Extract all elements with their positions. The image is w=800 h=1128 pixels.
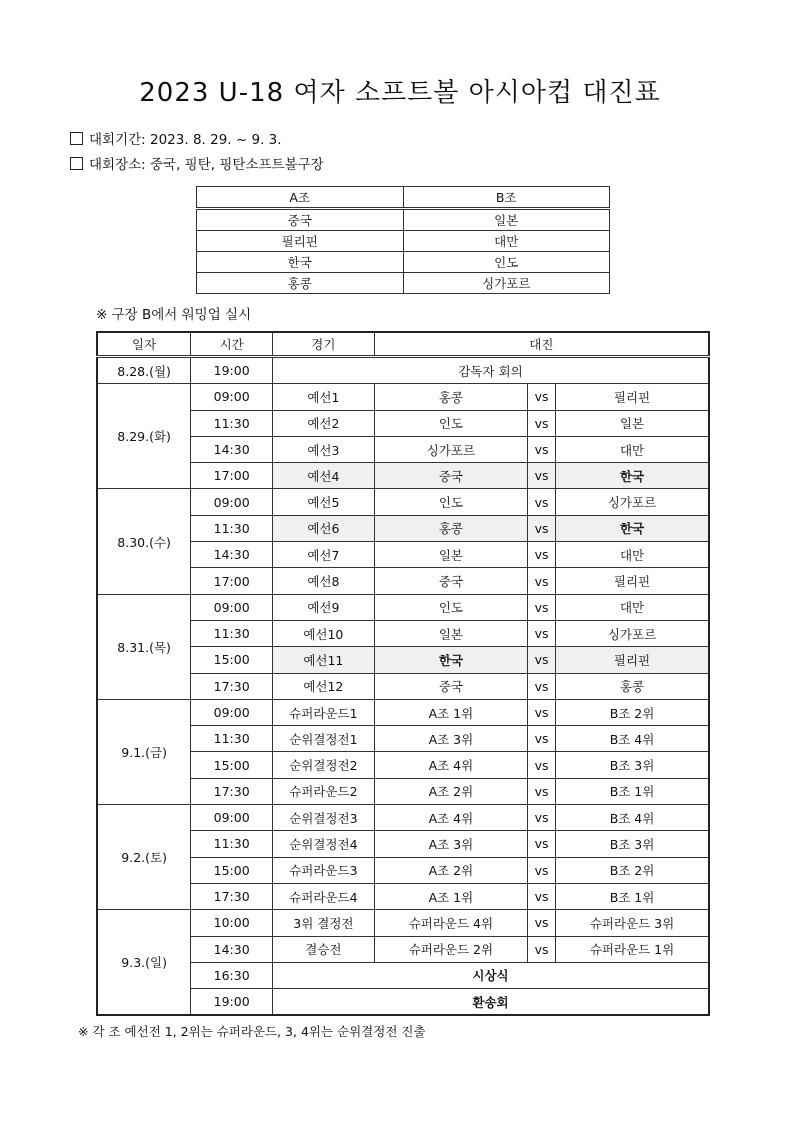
game-cell: 예선5	[273, 489, 375, 515]
team1-cell: 일본	[374, 620, 527, 646]
team1-cell: 인도	[374, 410, 527, 436]
team2-cell: 싱가포르	[556, 489, 709, 515]
page-title: 2023 U-18 여자 소프트볼 아시아컵 대진표	[139, 78, 661, 108]
group-row	[197, 252, 610, 273]
vs-cell: vs	[528, 489, 556, 515]
time-cell: 14:30	[191, 436, 273, 462]
vs-cell: vs	[528, 463, 556, 489]
game-cell: 예선11	[273, 647, 375, 673]
vs-cell: vs	[528, 805, 556, 831]
time-cell: 14:30	[191, 542, 273, 568]
date-cell: 8.30.(수)	[97, 489, 191, 594]
group-b-team: 싱가포르	[403, 273, 610, 294]
time-cell: 09:00	[191, 489, 273, 515]
group-a-team: 홍콩	[197, 273, 404, 294]
time-cell: 09:00	[191, 805, 273, 831]
vs-cell: vs	[528, 384, 556, 410]
time-cell: 19:00	[191, 989, 273, 1016]
game-cell: 순위결정전2	[273, 752, 375, 778]
vs-cell: vs	[528, 673, 556, 699]
schedule-row	[97, 357, 709, 384]
team2-cell: B조 4위	[556, 805, 709, 831]
event-cell: 시상식	[273, 962, 709, 988]
group-b-team: 인도	[403, 252, 610, 273]
vs-cell: vs	[528, 936, 556, 962]
vs-cell: vs	[528, 436, 556, 462]
vs-cell: vs	[528, 542, 556, 568]
schedule-row	[97, 594, 709, 620]
time-cell: 15:00	[191, 752, 273, 778]
time-cell: 11:30	[191, 831, 273, 857]
game-cell: 3위 결정전	[273, 910, 375, 936]
team1-cell: A조 1위	[374, 883, 527, 909]
time-cell: 14:30	[191, 936, 273, 962]
date-cell: 8.29.(화)	[97, 384, 191, 489]
date-cell: 9.1.(금)	[97, 699, 191, 804]
team1-cell: 중국	[374, 673, 527, 699]
group-b-team: 일본	[403, 209, 610, 231]
time-cell: 16:30	[191, 962, 273, 988]
team2-cell: B조 3위	[556, 831, 709, 857]
team2-cell: 필리핀	[556, 647, 709, 673]
team2-cell: B조 2위	[556, 857, 709, 883]
vs-cell: vs	[528, 699, 556, 725]
checkbox-icon	[70, 132, 83, 145]
team2-cell: 한국	[556, 463, 709, 489]
team2-cell: 슈퍼라운드 3위	[556, 910, 709, 936]
team1-cell: 홍콩	[374, 384, 527, 410]
time-cell: 17:00	[191, 568, 273, 594]
date-cell: 8.28.(월)	[97, 357, 191, 384]
vs-cell: vs	[528, 910, 556, 936]
game-cell: 예선4	[273, 463, 375, 489]
team1-cell: 슈퍼라운드 2위	[374, 936, 527, 962]
game-cell: 슈퍼라운드3	[273, 857, 375, 883]
team2-cell: 싱가포르	[556, 620, 709, 646]
header-matchup: 대진	[374, 332, 709, 357]
time-cell: 11:30	[191, 620, 273, 646]
team1-cell: A조 3위	[374, 726, 527, 752]
date-cell: 9.3.(일)	[97, 910, 191, 1016]
group-row	[197, 231, 610, 252]
team1-cell: 중국	[374, 463, 527, 489]
team2-cell: 대만	[556, 594, 709, 620]
vs-cell: vs	[528, 726, 556, 752]
schedule-row	[97, 699, 709, 725]
game-cell: 슈퍼라운드2	[273, 778, 375, 804]
time-cell: 17:00	[191, 463, 273, 489]
venue-line	[70, 153, 324, 173]
team2-cell: 한국	[556, 515, 709, 541]
game-cell: 예선12	[273, 673, 375, 699]
time-cell: 17:30	[191, 673, 273, 699]
team1-cell: 홍콩	[374, 515, 527, 541]
team1-cell: A조 4위	[374, 805, 527, 831]
team1-cell: 일본	[374, 542, 527, 568]
time-cell: 09:00	[191, 384, 273, 410]
time-cell: 15:00	[191, 647, 273, 673]
schedule-row	[97, 489, 709, 515]
group-a-header: A조	[197, 187, 404, 209]
group-a-team: 중국	[197, 209, 404, 231]
game-cell: 결승전	[273, 936, 375, 962]
game-cell: 예선10	[273, 620, 375, 646]
time-cell: 11:30	[191, 515, 273, 541]
time-cell: 11:30	[191, 726, 273, 752]
vs-cell: vs	[528, 883, 556, 909]
vs-cell: vs	[528, 752, 556, 778]
team1-cell: A조 2위	[374, 857, 527, 883]
vs-cell: vs	[528, 594, 556, 620]
time-cell: 15:00	[191, 857, 273, 883]
time-cell: 17:30	[191, 778, 273, 804]
vs-cell: vs	[528, 515, 556, 541]
header-time: 시간	[191, 332, 273, 357]
header-game: 경기	[273, 332, 375, 357]
team2-cell: 필리핀	[556, 384, 709, 410]
schedule-row	[97, 910, 709, 936]
vs-cell: vs	[528, 831, 556, 857]
game-cell: 예선7	[273, 542, 375, 568]
vs-cell: vs	[528, 778, 556, 804]
team1-cell: 인도	[374, 594, 527, 620]
team2-cell: 슈퍼라운드 1위	[556, 936, 709, 962]
schedule-row	[97, 384, 709, 410]
team2-cell: 필리핀	[556, 568, 709, 594]
footnote: ※ 각 조 예선전 1, 2위는 슈퍼라운드, 3, 4위는 순위결정전 진출	[78, 1024, 426, 1039]
vs-cell: vs	[528, 568, 556, 594]
game-cell: 슈퍼라운드4	[273, 883, 375, 909]
period-text: 대회기간: 2023. 8. 29. ~ 9. 3.	[89, 132, 282, 148]
date-cell: 8.31.(목)	[97, 594, 191, 699]
game-cell: 예선3	[273, 436, 375, 462]
event-cell: 감독자 회의	[273, 357, 709, 384]
vs-cell: vs	[528, 647, 556, 673]
period-line	[70, 128, 282, 148]
vs-cell: vs	[528, 410, 556, 436]
schedule-row	[97, 805, 709, 831]
date-cell: 9.2.(토)	[97, 805, 191, 910]
vs-cell: vs	[528, 620, 556, 646]
warmup-note: ※ 구장 B에서 워밍업 실시	[96, 307, 252, 323]
team1-cell: 싱가포르	[374, 436, 527, 462]
group-b-team: 대만	[403, 231, 610, 252]
game-cell: 예선8	[273, 568, 375, 594]
time-cell: 19:00	[191, 357, 273, 384]
team1-cell: 한국	[374, 647, 527, 673]
team2-cell: B조 1위	[556, 778, 709, 804]
team2-cell: B조 4위	[556, 726, 709, 752]
team2-cell: 대만	[556, 436, 709, 462]
game-cell: 예선2	[273, 410, 375, 436]
team2-cell: 대만	[556, 542, 709, 568]
schedule-table	[96, 331, 710, 1016]
team1-cell: A조 3위	[374, 831, 527, 857]
team1-cell: 인도	[374, 489, 527, 515]
time-cell: 09:00	[191, 594, 273, 620]
game-cell: 순위결정전4	[273, 831, 375, 857]
group-row	[197, 209, 610, 231]
group-b-header: B조	[403, 187, 610, 209]
game-cell: 순위결정전1	[273, 726, 375, 752]
game-cell: 예선9	[273, 594, 375, 620]
group-table	[196, 186, 610, 294]
team2-cell: 일본	[556, 410, 709, 436]
header-date: 일자	[97, 332, 191, 357]
team1-cell: 중국	[374, 568, 527, 594]
venue-text: 대회장소: 중국, 핑탄, 핑탄소프트볼구장	[89, 157, 324, 173]
group-a-team: 한국	[197, 252, 404, 273]
game-cell: 예선1	[273, 384, 375, 410]
team2-cell: B조 3위	[556, 752, 709, 778]
team1-cell: A조 4위	[374, 752, 527, 778]
team2-cell: 홍콩	[556, 673, 709, 699]
time-cell: 10:00	[191, 910, 273, 936]
event-cell: 환송회	[273, 989, 709, 1016]
group-a-team: 필리핀	[197, 231, 404, 252]
checkbox-icon	[70, 157, 83, 170]
game-cell: 예선6	[273, 515, 375, 541]
time-cell: 09:00	[191, 699, 273, 725]
time-cell: 17:30	[191, 883, 273, 909]
game-cell: 순위결정전3	[273, 805, 375, 831]
team1-cell: A조 2위	[374, 778, 527, 804]
vs-cell: vs	[528, 857, 556, 883]
group-row	[197, 273, 610, 294]
team1-cell: 슈퍼라운드 4위	[374, 910, 527, 936]
game-cell: 슈퍼라운드1	[273, 699, 375, 725]
team1-cell: A조 1위	[374, 699, 527, 725]
time-cell: 11:30	[191, 410, 273, 436]
team2-cell: B조 1위	[556, 883, 709, 909]
team2-cell: B조 2위	[556, 699, 709, 725]
